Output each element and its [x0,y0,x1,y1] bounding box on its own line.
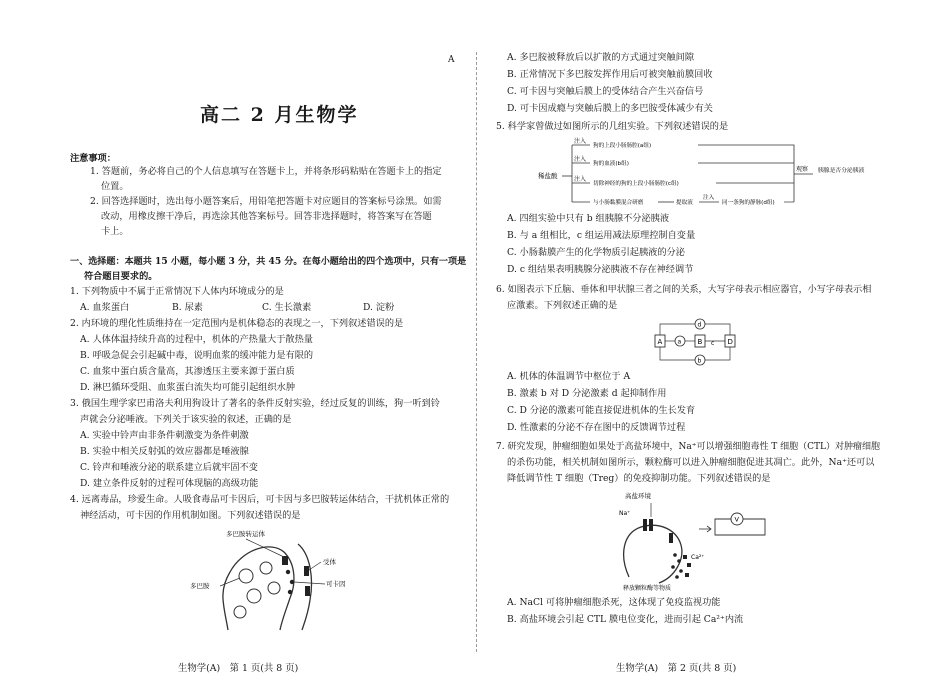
question-text: 降低调节性 T 细胞（Treg）的免疫抑制功能。下列叙述错误的是 [507,473,771,484]
question-text: 1. 下列物质中不属于正常情况下人体内环境成分的是 [70,286,284,297]
hormone-label: c [711,340,715,347]
figure-label: 与小肠黏膜混合研磨 [593,200,644,206]
option-text: C. 生长激素 [262,302,312,313]
option-text: B. 实验中相关反射弧的效应器都是唾液腺 [80,446,249,457]
option-text: C. 可卡因与突触后膜上的受体结合产生兴奋信号 [507,86,704,97]
dopamine-dot [288,590,292,594]
question-text: 应激素。下列叙述正确的是 [507,300,618,311]
organ-label: B [697,338,703,346]
figure-label: 提取液 [676,200,693,206]
page-title: 高二 2 月生物学 [200,104,359,126]
figure-label: 切除神经的狗的上段小肠肠腔(c组) [593,181,679,187]
vesicle [234,606,246,618]
question-text: 4. 远离毒品，珍爱生命。人吸食毒品可卡因后，可卡因与多巴胺转运体结合，干扰机体正常的 [70,494,450,505]
arrow-label: 观察 [796,166,809,173]
figure-label: 稀盐酸 [538,172,558,180]
option-text: D. c 组结果表明胰腺分泌胰液不存在神经调节 [507,264,694,275]
option-text: B. 与 a 组相比，c 组运用减法原理控制自变量 [507,230,696,241]
organ-label: D [727,338,733,346]
ctl-mechanism-figure [615,489,775,593]
page-divider [476,52,477,652]
option-text: A. NaCl 可将肿瘤细胞杀死，这体现了免疫监视功能 [507,597,721,608]
ion-channel [649,519,653,531]
ctl-cell-membrane [624,525,682,583]
option-text: A. 人体体温持续升高的过程中，机体的产热量大于散热量 [80,334,313,345]
notice-line: 1. 答题前，务必将自己的个人信息填写在答题卡上，并将条形码粘贴在答题卡上的指定 [90,166,442,177]
option-text: A. 多巴胺被释放后以扩散的方式通过突触间隙 [507,52,695,63]
figure-label: 多巴胺转运体 [226,530,265,538]
option-text: B. 尿素 [172,302,203,313]
figure-label: 高盐环境 [625,492,651,500]
hormone-label: b [697,357,702,365]
section-heading: 符合题目要求的。 [84,271,158,282]
question-text: 声就会分泌唾液。下列关于该实验的叙述，正确的是 [80,414,292,425]
arrow-label: 注入 [574,138,587,145]
dopamine-dot [290,580,294,584]
notice-line: 位置。 [101,181,129,192]
notice-heading: 注意事项： [70,153,116,164]
option-text: D. 淋巴循环受阻、血浆蛋白流失均可能引起组织水肿 [80,382,296,393]
question-text: 3. 俄国生理学家巴甫洛夫利用狗设计了著名的条件反射实验，经过反复的训练，狗一听到铃 [70,398,440,409]
arrow-label: 注入 [703,195,715,201]
option-text: A. 机体的体温调节中枢位于 A [507,371,631,382]
hormone-axis-figure [645,316,745,368]
option-text: D. 性激素的分泌不存在图中的反馈调节过程 [507,422,686,433]
option-text: D. 建立条件反射的过程可体现脑的高级功能 [80,478,259,489]
option-text: B. 呼吸急促会引起碱中毒，说明血浆的缓冲能力是有限的 [80,350,314,361]
hormone-label: a [677,338,682,346]
organ-label: A [657,338,663,346]
vesicle [260,562,272,574]
question-text: 神经活动，可卡因的作用机制如图。下列叙述错误的是 [80,510,301,521]
option-text: B. 激素 b 对 D 分泌激素 d 起抑制作用 [507,388,667,399]
option-text: B. 正常情况下多巴胺发挥作用后可被突触前膜回收 [507,69,713,80]
question-text: 6. 如图表示下丘脑、垂体和甲状腺三者之间的关系，大写字母表示相应器官，小写字母表示相 [496,285,872,295]
vesicle [268,582,280,594]
arrow-label: 注入 [574,176,587,183]
calcium-channel [669,533,673,543]
question-text: 的杀伤功能，相关机制如图所示，颗粒酶可以进入肿瘤细胞促进其凋亡。此外，Na⁺还可以 [507,457,875,468]
option-text: C. 铃声和唾液分泌的联系建立后就牢固不变 [80,462,258,473]
question-text: 2. 内环境的理化性质维持在一定范围内是机体稳态的表现之一，下列叙述错误的是 [70,318,404,329]
option-text: C. 小肠黏膜产生的化学物质引起胰液的分泌 [507,247,685,258]
option-text: C. D 分泌的激素可能直接促进机体的生长发育 [507,405,696,416]
ion-channel [643,519,647,531]
option-text: A. 实验中铃声由非条件刺激变为条件刺激 [80,430,249,441]
ion-label: Ca²⁺ [691,554,705,561]
option-text: A. 四组实验中只有 b 组胰腺不分泌胰液 [507,213,670,224]
result-label: 胰腺是否分泌胰液 [818,168,865,174]
vesicle [247,589,261,603]
figure-label: 受体 [323,558,336,566]
figure-label: 多巴胺 [190,582,210,590]
question-text: 5. 科学家曾做过如图所示的几组实验。下列叙述错误的是 [496,121,729,132]
synapse-figure [178,526,378,632]
figure-label: 可卡因 [326,580,346,588]
notice-line: 2. 回答选择题时，选出每小题答案后，用铅笔把答题卡对应题目的答案标号涂黑。如需 [90,196,442,207]
option-text: B. 高盐环境会引起 CTL 膜电位变化，进而引起 Ca²⁺内流 [507,614,744,625]
hormone-label: d [697,321,702,329]
figure-label: 狗的血液(b组) [593,161,629,167]
figure-label: 狗的上段小肠肠腔(a组) [593,143,652,149]
notice-line: 改动，用橡皮擦干净后，再选涂其他答案标号。回答非选择题时，将答案写在答题 [101,211,432,222]
page-footer: 生物学(A) 第 1 页(共 8 页) [178,663,299,674]
dopamine-transporter [282,556,288,565]
paper-version-mark: A [448,55,455,65]
option-text: A. 血浆蛋白 [80,302,130,313]
voltmeter-label: V [734,515,739,524]
section-heading: 一、选择题：本题共 15 小题，每小题 3 分，共 45 分。在每小题给出的四个选项中，只有一项是 [70,256,467,267]
figure-label: 同一条狗的静脉(d组) [722,200,775,206]
page-footer: 生物学(A) 第 2 页(共 8 页) [616,663,737,674]
ion-label: Na⁺ [619,510,631,517]
dopamine-receptor [305,586,310,596]
question-text: 7. 研究发现，肿瘤细胞如果处于高盐环境中，Na⁺可以增强细胞毒性 T 细胞（CTL）对肿瘤细胞 [496,442,881,452]
option-text: D. 淀粉 [363,302,395,313]
option-text: D. 可卡因成瘾与突触后膜上的多巴胺受体减少有关 [507,103,713,114]
arrow-label: 注入 [574,156,587,163]
notice-line: 卡上。 [101,226,129,237]
experiment-flow-figure [538,136,883,212]
dopamine-receptor [304,566,309,576]
figure-label: 释放颗粒酶等物质 [623,585,672,592]
dopamine-dot [286,570,290,574]
option-text: C. 血浆中蛋白质含量高，其渗透压主要来源于蛋白质 [80,366,295,377]
vesicle [239,569,253,583]
